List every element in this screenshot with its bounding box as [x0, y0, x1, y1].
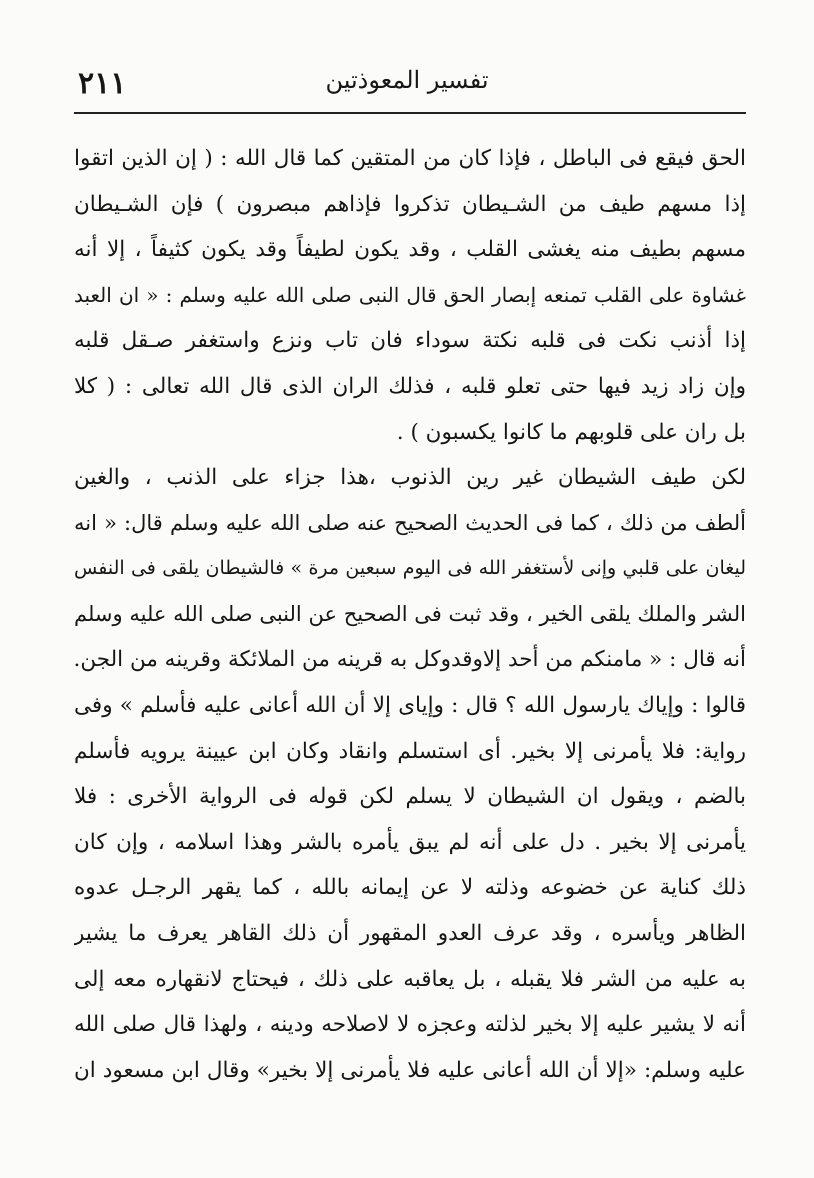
text-line: إذا أذنب نكت فى قلبه نكتة سوداء فان تاب ونزع واستغفر صـقل قلبه	[74, 328, 746, 354]
text-line: ليغان على قلبي وإنى لأستغفر الله فى اليوم سبعين مرة » فالشيطان يلقى فى النفس	[74, 557, 746, 580]
paragraph-1	[74, 136, 746, 455]
text-line: يأمرنى إلا بخير . دل على أنه لم يبق يأمره بالشر وهذا اسلامه ، وإن كان	[74, 829, 746, 855]
text-line: ذلك كناية عن خضوعه وذلته لا عن إيمانه بالله ، كما يقهر الرجـل عدوه	[74, 875, 746, 901]
text-line: أنه لا يشير عليه إلا بخير لذلته وعجزه لا لاصلاحه ودينه ، ولهذا قال صلى الله	[74, 1012, 746, 1038]
text-line: لكن طيف الشيطان غير رين الذنوب ،هذا جزاء على الذنب ، والغين	[74, 465, 746, 490]
text-line: إذا مسهم طيف من الشـيطان تذكروا فإذاهم مبصرون ) فإن الشـيطان	[74, 191, 746, 217]
text-line: بل ران على قلوبهم ما كانوا يكسبون ) .	[396, 419, 746, 445]
text-line: رواية: فلا يأمرنى إلا بخير. أى استسلم وانقاد وكان ابن عيينة يرويه فأسلم	[74, 738, 746, 764]
text-line: به عليه من الشر فلا يقبله ، بل يعاقبه على ذلك ، فيحتاج لانقهاره معه إلى	[74, 966, 746, 992]
header-rule	[74, 112, 746, 114]
text-line: الظاهر ويأسره ، وقد عرف العدو المقهور أن ذلك القاهر يعرف ما يشير	[74, 920, 746, 946]
text-line: قالوا : وإياك يارسول الله ؟ قال : وإياى إلا أن الله أعانى عليه فأسلم » وفى	[74, 692, 746, 718]
text-line: ألطف من ذلك ، كما فى الحديث الصحيح عنه صلى الله عليه وسلم قال: « انه	[74, 510, 746, 535]
text-line: الشر والملك يلقى الخير ، وقد ثبت فى الصحيح عن النبى صلى الله عليه وسلم	[74, 601, 746, 626]
text-line: غشاوة على القلب تمنعه إبصار الحق قال النبى صلى الله عليه وسلم : « ان العبد	[74, 282, 746, 307]
paragraph-2	[74, 455, 746, 1093]
text-line: بالضم ، ويقول ان الشيطان لا يسلم لكن قوله فى الرواية الأخرى : فلا	[74, 784, 746, 810]
text-line: عليه وسلم: «إلا أن الله أعانى عليه فلا يأمرنى إلا بخير» وقال ابن مسعود ان	[74, 1057, 746, 1083]
text-line: أنه قال : « مامنكم من أحد إلاوقدوكل به قرينه من الملائكة وقرينه من الجن.	[74, 647, 746, 673]
text-line: الحق فيقع فى الباطل ، فإذا كان من المتقين كما قال الله : ( إن الذين اتقوا	[74, 146, 746, 171]
running-title: تفسير المعوذتين	[325, 66, 489, 94]
page-number: ٢١١	[78, 66, 127, 101]
text-line: وإن زاد زيد فيها حتى تعلو قلبه ، فذلك الران الذى قال الله تعالى : ( كلا	[74, 373, 746, 399]
text-line: مسهم بطيف منه يغشى القلب ، وقد يكون لطيفاً وقد يكون كثيفاً ، إلا أنه	[74, 237, 746, 263]
